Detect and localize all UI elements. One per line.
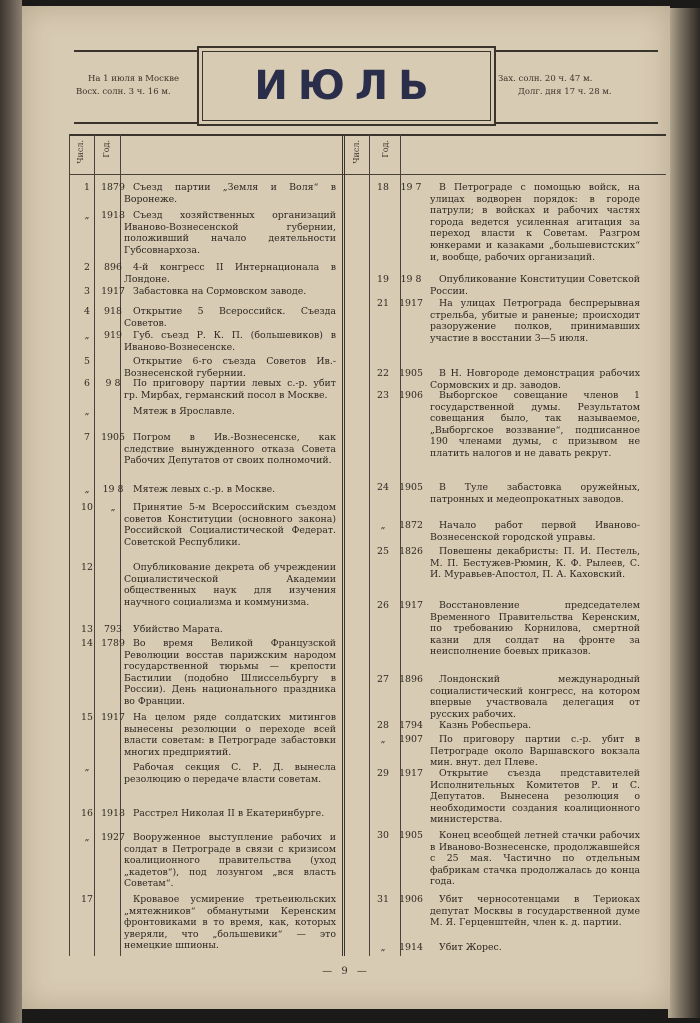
event-text: Убийство Марата. (133, 624, 223, 635)
event-text: Повешены декабристы: П. И. Пестель, М. П. Бестужев-Рюмин, К. Ф. Рылеев, С. И. Муравьев-Апостол, П. А. Каховский. (430, 546, 640, 581)
event-day: 28 (377, 720, 389, 731)
event-year: 1907 (399, 734, 423, 745)
event-text: На целом ряде солдатских митингов вынесены резолюции о переходе всей власти советам: в Петрограде забастовки многих предприятий. (124, 712, 336, 758)
event-year: 1917 (399, 298, 423, 309)
event-year: 1794 (399, 720, 423, 731)
event-day: 17 (81, 894, 93, 905)
event-text: На улицах Петрограда беспрерывная стрельба, убитые и раненые; происходит разоружение полков, принимавших участие в восстании 3—5 июля. (430, 298, 640, 344)
event-text: Мятеж левых с.-р. в Москве. (133, 484, 276, 495)
event-day: „ (84, 484, 90, 495)
event-year: 918 (104, 306, 122, 317)
event-day: 27 (377, 674, 389, 685)
event-day: 30 (377, 830, 389, 841)
year-column-header: Год. (102, 140, 111, 158)
event-text: Опубликование Конституции Советской России. (430, 274, 640, 297)
event-day: „ (84, 330, 90, 341)
event-year: 19 8 (102, 484, 124, 495)
event-year: 1879 (101, 182, 125, 193)
event-year: 896 (104, 262, 122, 273)
event-text: Погром в Ив.-Вознесенске, как следствие вынужденного отказа Совета Рабочих Депутатов от своих полномочий. (124, 432, 336, 467)
event-year: „ (110, 502, 116, 513)
header-right-line-2: Долг. дня 17 ч. 28 м. (518, 87, 612, 97)
page-stack-edge (668, 8, 700, 1018)
event-text: Кровавое усмирение третьеиюльских „мятежников“ обманутыми Керенским фронтовиками в то время, как, которых уверяли, что „большевики“ — это немецкие шпионы. (124, 894, 336, 952)
event-text: 4-й конгресс II Интернационала в Лондоне. (124, 262, 336, 285)
event-day: 25 (377, 546, 389, 557)
day-column-header: Числ. (352, 140, 361, 164)
event-day: 14 (81, 638, 93, 649)
event-year: 1905 (399, 368, 423, 379)
event-text: В Н. Новгороде демонстрация рабочих Сормовских и др. заводов. (430, 368, 640, 391)
event-text: Убит Жорес. (439, 942, 502, 953)
event-text: Выборгское совещание членов 1 государственной думы. Результатом совещания было, так называемое, „Выборгское воззвание“, подписанное 190 членами думы, с призывом не платить налогов и не давать рекрут. (430, 390, 640, 459)
event-day: 1 (84, 182, 90, 193)
event-text: Вооруженное выступление рабочих и солдат в Петрограде в связи с кризисом коалиционного правительства (уход „кадетов“), под лозунгом „вся власть Советам“. (124, 832, 336, 890)
event-text: Губ. съезд Р. К. П. (большевиков) в Иваново-Вознесенске. (124, 330, 336, 353)
event-day: 6 (84, 378, 90, 389)
event-day: 5 (84, 356, 90, 367)
event-day: „ (84, 832, 90, 843)
book-spine-edge (0, 0, 22, 1023)
event-year: 1917 (399, 768, 423, 779)
event-day: 4 (84, 306, 90, 317)
event-year: 1906 (399, 894, 423, 905)
event-year: 1917 (101, 286, 125, 297)
event-year: 919 (104, 330, 122, 341)
event-day: 19 (377, 274, 389, 285)
event-year: 1918 (101, 808, 125, 819)
day-column-header: Числ. (76, 140, 85, 164)
event-day: 16 (81, 808, 93, 819)
event-year: 19 8 (400, 274, 422, 285)
event-day: 10 (81, 502, 93, 513)
event-day: „ (380, 734, 386, 745)
event-text: Рабочая секция С. Р. Д. вынесла резолюцию о передаче власти советам. (124, 762, 336, 785)
event-year: 1905 (399, 830, 423, 841)
event-text: Открытие съезда представителей Исполнительных Комитетов Р. и С. Депутатов. Вынесена резолюция о необходимости создания коалиционного министерства. (430, 768, 640, 826)
event-year: 1918 (101, 210, 125, 221)
event-year: 9 8 (105, 378, 121, 389)
event-text: Начало работ первой Иваново-Вознесенской городской управы. (430, 520, 640, 543)
event-day: 18 (377, 182, 389, 193)
event-text: По приговору партии с.-р. убит в Петрограде около Варшавского вокзала мин. внут. дел Плеве. (430, 734, 640, 769)
event-day: „ (380, 520, 386, 531)
event-year: 1789 (101, 638, 125, 649)
event-text: Лондонский международный социалистический конгресс, на котором впервые участвовала делегация от русских рабочих. (430, 674, 640, 720)
event-text: Расстрел Николая II в Екатеринбурге. (133, 808, 325, 819)
event-year: 1896 (399, 674, 423, 685)
event-day: 22 (377, 368, 389, 379)
event-day: 23 (377, 390, 389, 401)
event-text: Забастовка на Сормовском заводе. (133, 286, 307, 297)
event-year: 1917 (399, 600, 423, 611)
event-day: 26 (377, 600, 389, 611)
page-number: — 9 — (22, 966, 670, 977)
event-year: 1906 (399, 390, 423, 401)
event-year: 1927 (101, 832, 125, 843)
event-day: 3 (84, 286, 90, 297)
column-divider (369, 134, 370, 956)
header-right-box (492, 50, 658, 124)
event-year: 1905 (101, 432, 125, 443)
event-text: Убит черносотенцами в Териоках депутат Москвы в государственной думе М. Я. Герценштейн, член к. д. партии. (430, 894, 640, 929)
table-border-left (69, 134, 70, 956)
event-year: 1826 (399, 546, 423, 557)
event-day: 21 (377, 298, 389, 309)
event-text: Во время Великой Французской Революции восстав парижским народом государственной тюрьмы — крепости Бастилии (подобно Шлиссельбургу в России). День национального праздника во Франции. (124, 638, 336, 707)
event-text: Открытие 5 Всероссийск. Съезда Советов. (124, 306, 336, 329)
event-year: 1905 (399, 482, 423, 493)
header-left-line-1: На 1 июля в Москве (88, 74, 180, 84)
event-text: В Петрограде с помощью войск, на улицах водворен порядок: в городе патрули; в войсках и рабочих частях города ведется усиленная агитация за переход власти к Советам. Разгром юнкерами и казаками „большевистских“ и, вообще, рабочих организаций. (430, 182, 640, 263)
header-left-line-2: Восх. солн. 3 ч. 16 м. (76, 87, 171, 97)
event-text: Казнь Робеспьера. (439, 720, 532, 731)
event-text: Принятие 5-м Всероссийским съездом советов Конституции (основного закона) Российской Социалистической Федерат. Советской Республики. (124, 502, 336, 548)
event-text: В Туле забастовка оружейных, патронных и медеопрокатных заводов. (430, 482, 640, 505)
event-text: По приговору партии левых с.-р. убит гр. Мирбах, германский посол в Москве. (124, 378, 336, 401)
event-text: Мятеж в Ярославле. (133, 406, 235, 417)
event-year: 1914 (399, 942, 423, 953)
event-text: Съезд хозяйственных организаций Иваново-Вознесенской губернии, положивший начало деятельности Губсовнархоза. (124, 210, 336, 256)
event-day: 24 (377, 482, 389, 493)
event-text: Восстановление председателем Временного Правительства Керенским, по требованию Корнилова, смертной казни для солдат на фронте за неисполнение боевых приказов. (430, 600, 640, 658)
event-day: 13 (81, 624, 93, 635)
event-day: „ (380, 942, 386, 953)
event-year: 19 7 (400, 182, 422, 193)
event-day: 7 (84, 432, 90, 443)
month-title: ИЮЛЬ (254, 63, 439, 109)
event-day: 15 (81, 712, 93, 723)
event-day: 29 (377, 768, 389, 779)
calendar-page (22, 6, 670, 1009)
event-text: Съезд партии „Земля и Воля“ в Воронеже. (124, 182, 336, 205)
event-text: Открытие 6-го съезда Советов Ив.-Вознесенской губернии. (124, 356, 336, 379)
event-day: „ (84, 210, 90, 221)
year-column-header: Год. (381, 140, 390, 158)
event-text: Опубликование декрета об учреждении Социалистической Академии общественных наук для изучения научного социализма и коммунизма. (124, 562, 336, 608)
event-text: Конец всеобщей летней стачки рабочих в Иваново-Вознесенске, продолжавшейся с 25 мая. Частично по отдельным фабрикам стачка продолжалась до конца года. (430, 830, 640, 888)
event-day: 31 (377, 894, 389, 905)
month-title-box (197, 46, 496, 126)
table-header-divider (69, 174, 666, 175)
event-day: „ (84, 406, 90, 417)
header-right-line-1: Зах. солн. 20 ч. 47 м. (498, 74, 593, 84)
event-year: 793 (104, 624, 122, 635)
event-day: 12 (81, 562, 93, 573)
event-year: 1872 (399, 520, 423, 531)
event-day: 2 (84, 262, 90, 273)
event-year: 1917 (101, 712, 125, 723)
center-double-rule (342, 134, 345, 956)
event-day: „ (84, 762, 90, 773)
